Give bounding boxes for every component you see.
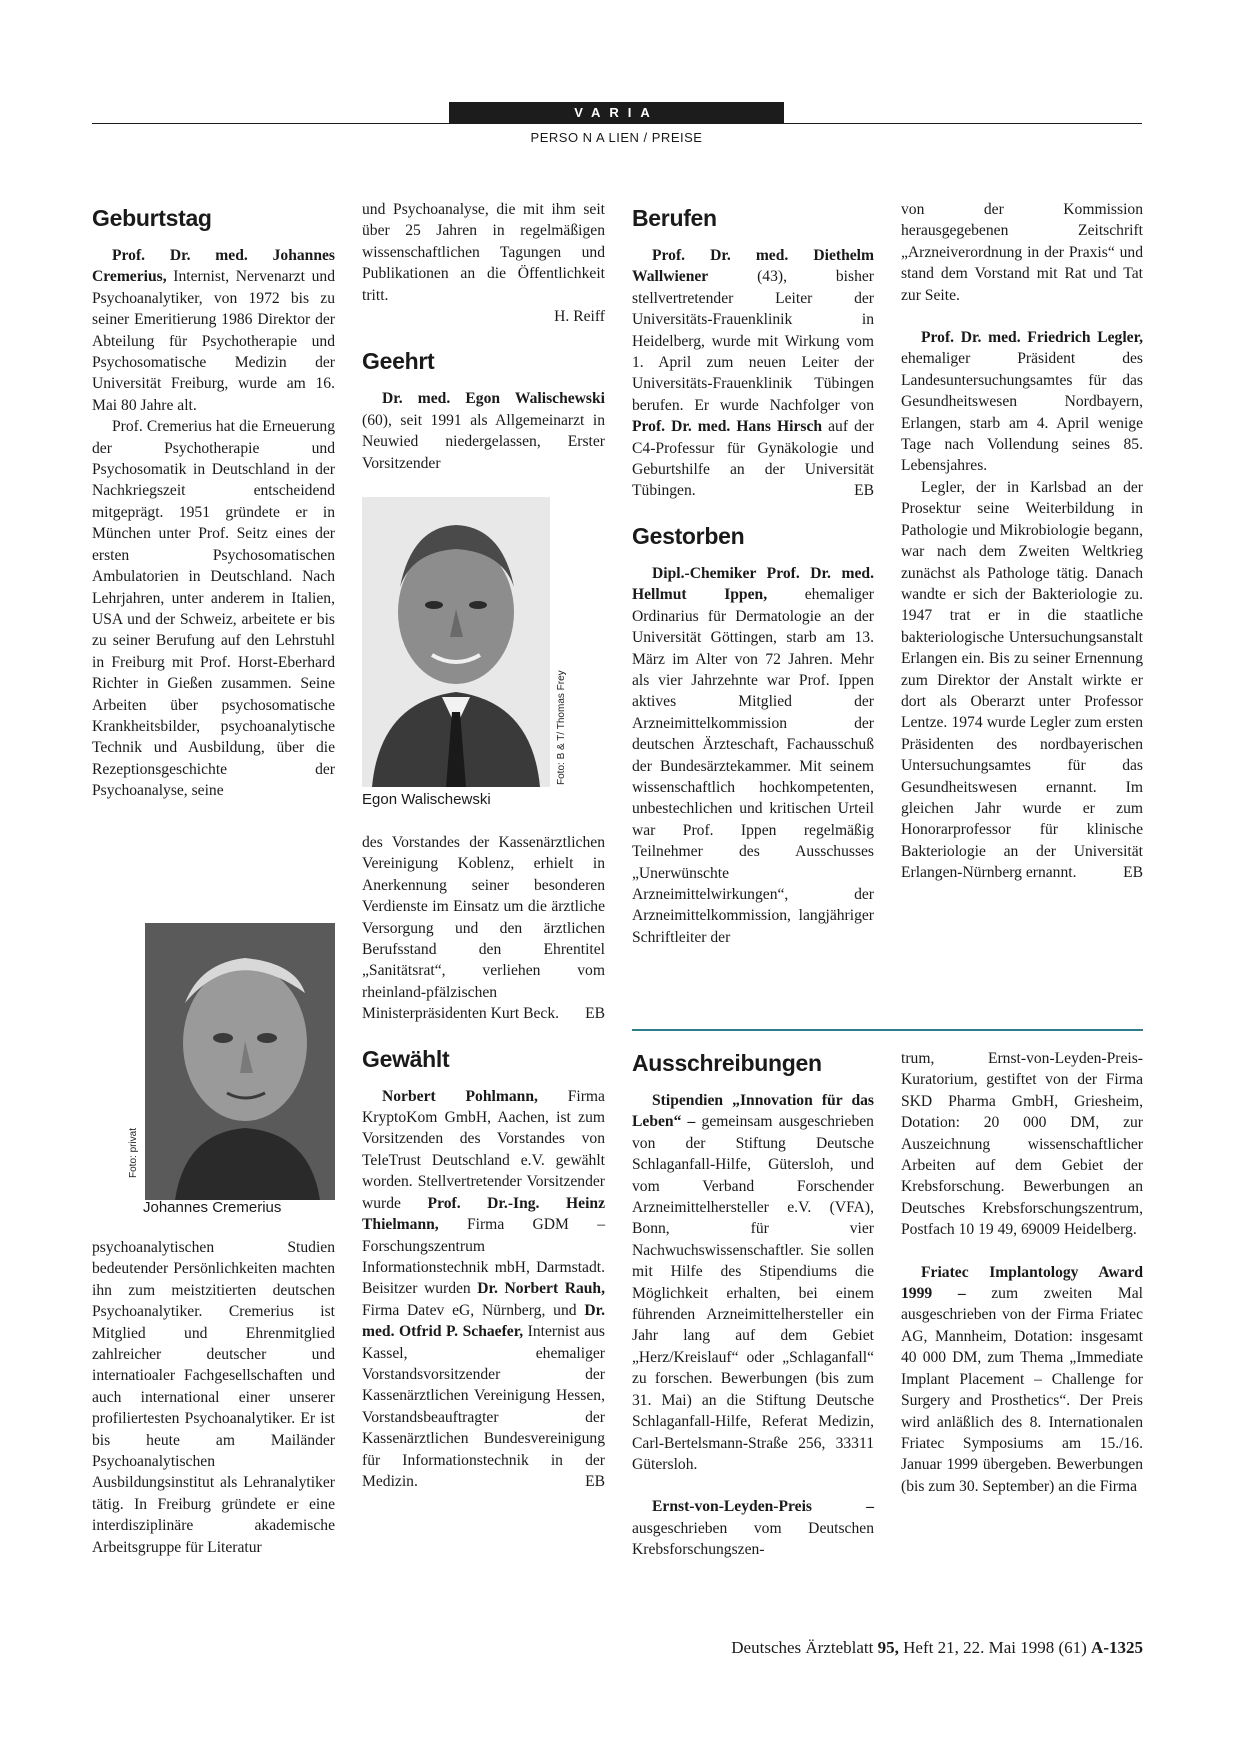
photo-caption-walischewski: Egon Walischewski: [362, 791, 491, 808]
gestorben-paragraph-2: [901, 327, 1143, 477]
paragraph-text: auf der C4-Professur für Gynäkologie und Geburtshilfe an der Universität Tübingen.: [632, 418, 874, 500]
ausschreibungen-paragraph-continued: trum, Ernst-von-Leyden-Preis-Kuratorium, gestiftet von der Firma SKD Pharma GmbH, Griesheim, Dotation: 20 000 DM, zur Auszeichnung wissenschaftlicher Arbeiten auf dem Gebiet der Krebsforschung. Bewerbungen an Deutsches Krebsforschungszentrum, Postfach 10 19 49, 69009 Heidelberg.: [901, 1050, 1143, 1239]
person-name: Prof. Dr.-Ing. Heinz Thielmann,: [362, 1194, 605, 1234]
photo-caption-cremerius: Johannes Cremerius: [143, 1199, 282, 1216]
portrait-image: [145, 923, 335, 1200]
person-name: Norbert Pohlmann,: [382, 1087, 538, 1105]
journal-name: Deutsches Ärzteblatt: [731, 1638, 878, 1657]
geburtstag-paragraph-3: psychoanalytischen Studien bedeutender Persönlichkeiten machten ihn zum meistzitierten deutschen Psychoanalytiker. Cremerius ist Mitglied und Ehrenmitglied zahlreicher deutscher und internatioaler Fachgesellschaften und auch international einer unserer profiliertesten Psychoanalytiker. Er ist bis heute am Mailänder Psychoanalytischen Ausbildungsinstitut als Lehranalytiker tätig. In Freiburg gründete er eine interdisziplinäre akademische Arbeitsgruppe für Literatur: [92, 1239, 335, 1556]
geehrt-paragraph-1: [362, 388, 605, 474]
heading-berufen: Berufen: [632, 205, 717, 231]
ausschreibungen-paragraph-1: [632, 1090, 874, 1475]
gestorben-paragraph-3: Legler, der in Karlsbad an der Prosektur seine Weiterbildung in Pathologie und Mikrobiologie begann, war nach dem Zweiten Weltkrieg zunächst als Pathologe tätig. Danach wandte er sich der Bakteriologie zu. 1947 trat er in die staatliche bakteriologische Untersuchungsanstalt Erlangen ein. Bis zu seiner Ernennung zum Direktor der Anstalt wirkte er dort als Oberarzt unter Professor Lentze. 1974 wurde Legler zum ersten Präsidenten des nordbayerischen Untersuchungsamtes für das Gesundheitswesen ernannt. Im gleichen Jahr wurde er zum Honorarprofessor für klinische Bakteriologie an der Universität Erlangen-Nürnberg ernannt.: [901, 478, 1143, 882]
photo-walischewski: [362, 497, 550, 787]
column-3: [632, 205, 874, 948]
person-name: Prof. Dr. med. Johannes Cremerius,: [92, 247, 335, 286]
paragraph-text: zum zweiten Mal ausgeschrieben von der Firma Friatec AG, Mannheim, Dotation: insgesamt 40 000 DM, zum Thema „Immediate Implant Placement – Challenge for Surgery and Prosthetics“. Der Preis wird anläßlich des 8. Internationalen Friatec Symposiums am 15./16. Januar 1999 übergeben. Bewerbungen (bis zum 30. September) an die Firma: [901, 1285, 1143, 1495]
paragraph-text: Firma Datev eG, Nürnberg, und: [362, 1301, 585, 1319]
heading-geehrt: Geehrt: [362, 348, 435, 375]
person-name: Prof. Dr. med. Hans Hirsch: [632, 418, 823, 436]
column-4-lower: [901, 1048, 1143, 1497]
geburtstag-paragraph-2: Prof. Cremerius hat die Erneuerung der Psychotherapie und Psychosomatik in Deutschland in der Nachkriegszeit entscheidend mitgeprägt. 1951 gründete er in München unter Prof. Seitz eines der ersten Psychosomatischen Ambulatorien in Deutschland. Nach Lehrjahren, unter anderem in Italien, USA und der Schweiz, arbeitete er bis zu seiner Berufung auf den Lehrstuhl in Freiburg mit Prof. Horst-Eberhard Richter in Gießen zusammen. Seine Arbeiten über psychosomatische Krankheitsbilder, psychoanalytische Technik und Ausbildung, über die Rezeptionsgeschichte der Psychoanalyse, seine: [92, 418, 335, 800]
person-name: Dr. med. Otfrid P. Schaefer,: [362, 1301, 605, 1341]
column-4: [901, 199, 1143, 884]
paragraph-text: ausgeschrieben vom Deutschen Krebsforschungszen-: [632, 1519, 874, 1559]
column-1-continued: [92, 1237, 335, 1558]
award-name: Stipendien „Innovation für das Leben“ –: [632, 1092, 874, 1131]
portrait-image: [362, 497, 550, 787]
signature-reiff: H. Reiff: [554, 308, 605, 326]
person-name: Dr. med. Egon Walischewski: [382, 390, 605, 408]
geburtstag-paragraph-4: und Psychoanalyse, die mit ihm seit über 25 Jahren in regelmäßigen wissenschaftlichen Tagungen und Publikationen an die Öffentlichkeit tritt.: [362, 201, 605, 304]
journal-volume: 95,: [877, 1638, 899, 1657]
journal-issue: Heft 21, 22. Mai 1998 (61): [898, 1638, 1092, 1657]
person-name: Dr. Norbert Rauh,: [477, 1280, 605, 1298]
ausschreibungen-paragraph-3: [901, 1262, 1143, 1497]
section-label: VARIA: [449, 102, 784, 123]
paragraph-text: ehemaliger Ordinarius für Dermatologie an der Universität Göttingen, starb am 13. März im Alter von 72 Jahren. Mehr als vier Jahrzehnte war Prof. Ippen aktives Mitglied der Arzneimittelkommission der deutschen Ärzteschaft, Fachausschuß der Bundesärztekammer. Mit seinem wissenschaftlich hochkompetenten, unbestechlichen und kritischen Urteil war Prof. Ippen regelmäßig Teilnehmer des Ausschusses „Unerwünschte Arzneimittelwirkungen“, der Arzneimittelkommission, langjähriger Schriftleiter der: [632, 586, 875, 946]
column-2-continued: [362, 832, 605, 1492]
paragraph-text: ehemaliger Präsident des Landesuntersuchungsamtes für das Gesundheitswesen Nordbayern, Erlangen, starb am 4. April wenige Tage nach Vollendung seines 85. Lebensjahres.: [901, 350, 1143, 475]
column-2: [362, 199, 605, 474]
page-number: A-1325: [1091, 1638, 1143, 1657]
berufen-paragraph: [632, 245, 874, 502]
column-3-lower: [632, 1050, 874, 1561]
signature-berufen: EB: [854, 482, 874, 500]
section-divider: [632, 1029, 1143, 1031]
heading-gestorben: Gestorben: [632, 522, 745, 549]
gestorben-paragraph-continued: von der Kommission herausgegebenen Zeitschrift „Arzneiverordnung in der Praxis“ und stand dem Vorstand mit Rat und Tat zur Seite.: [901, 201, 1143, 304]
geburtstag-paragraph-1: [92, 245, 335, 416]
column-1: [92, 205, 335, 802]
photo-credit-walischewski: Foto: B & T/ Thomas Frey: [556, 670, 567, 785]
gestorben-paragraph-1: [632, 563, 874, 948]
paragraph-text: Firma KryptoKom GmbH, Aachen, ist zum Vorsitzenden des Vorstandes von TeleTrust Deutschland e.V. gewählt worden. Stellvertretender Vorsitzender wurde: [362, 1087, 605, 1212]
award-name: Ernst-von-Leyden-Preis –: [652, 1498, 874, 1516]
signature-gestorben: EB: [1123, 864, 1143, 882]
paragraph-text: gemeinsam ausgeschrieben von der Stiftung Deutsche Schlaganfall-Hilfe, Gütersloh, und vom Verband Forschender Arzneimittelhersteller e.V. (VFA), Bonn, für vier Nachwuchswissenschaftler. Sie sollen mit Hilfe des Stipendiums die Möglichkeit erhalten, bei einem führenden Arzneimittelhersteller ein Jahr lang auf dem Gebiet „Herz/Kreislauf“ oder „Schlaganfall“ zu forschen. Bewerbungen (bis zum 31. Mai) an die Stiftung Deutsche Schlaganfall-Hilfe, Referat Medizin, Carl-Bertelsmann-Straße 256, 33311 Gütersloh.: [632, 1113, 874, 1473]
award-name: Friatec Implantology Award 1999 –: [901, 1263, 1143, 1303]
heading-ausschreibungen: Ausschreibungen: [632, 1050, 822, 1076]
signature-geehrt: EB: [585, 1005, 605, 1023]
paragraph-text: Firma GDM – Forschungszentrum Informationstechnik mbH, Darmstadt. Beisitzer wurden: [362, 1216, 605, 1298]
person-name: Prof. Dr. med. Friedrich Legler,: [921, 329, 1143, 347]
page-footer: [632, 1638, 1143, 1658]
ausschreibungen-paragraph-2: [632, 1496, 874, 1560]
person-name: Dipl.-Chemiker Prof. Dr. med. Hellmut Ippen,: [632, 564, 874, 604]
heading-geburtstag: Geburtstag: [92, 205, 212, 231]
photo-credit-cremerius: Foto: privat: [128, 1127, 139, 1178]
person-name: Prof. Dr. med. Diethelm Wallwiener: [632, 247, 874, 286]
paragraph-text: Internist, Nervenarzt und Psychoanalytiker, von 1972 bis zu seiner Emeritierung 1986 Direktor der Abteilung für Psychotherapie und Psychosomatische Medizin der Universität Freiburg, wurde am 16. Mai 80 Jahre alt.: [92, 268, 335, 414]
paragraph-text: (43), bisher stellvertretender Leiter der Universitäts-Frauenklinik in Heidelberg, wurde mit Wirkung vom 1. April zum neuen Leiter der Universitäts-Frauenklinik Tübingen berufen. Er wurde Nachfolger von: [632, 268, 874, 414]
paragraph-text: Internist aus Kassel, ehemaliger Vorstandsvorsitzender der Kassenärztlichen Vereinigung Hessen, Vorstandsbeauftragter der Kassenärztlichen Bundesvereinigung für Informationstechnik in der Medizin.: [362, 1323, 605, 1490]
signature-gewaehlt: EB: [585, 1473, 605, 1490]
section-subtitle: PERSO N A LIEN / PREISE: [530, 130, 703, 145]
geehrt-paragraph-2: des Vorstandes der Kassenärztlichen Vereinigung Koblenz, erhielt in Anerkennung seiner besonderen Verdienste im Einsatz um die ärztliche Versorgung und den ärztlichen Berufsstand den Ehrentitel „Sanitätsrat“, verliehen vom rheinland-pfälzischen Ministerpräsidenten Kurt Beck.: [362, 834, 605, 1023]
photo-cremerius: [145, 923, 335, 1200]
gewaehlt-paragraph: [362, 1086, 605, 1493]
header-rule: [92, 123, 1142, 124]
paragraph-text: (60), seit 1991 als Allgemeinarzt in Neuwied niedergelassen, Erster Vorsitzender: [362, 411, 605, 472]
heading-gewaehlt: Gewählt: [362, 1045, 450, 1072]
